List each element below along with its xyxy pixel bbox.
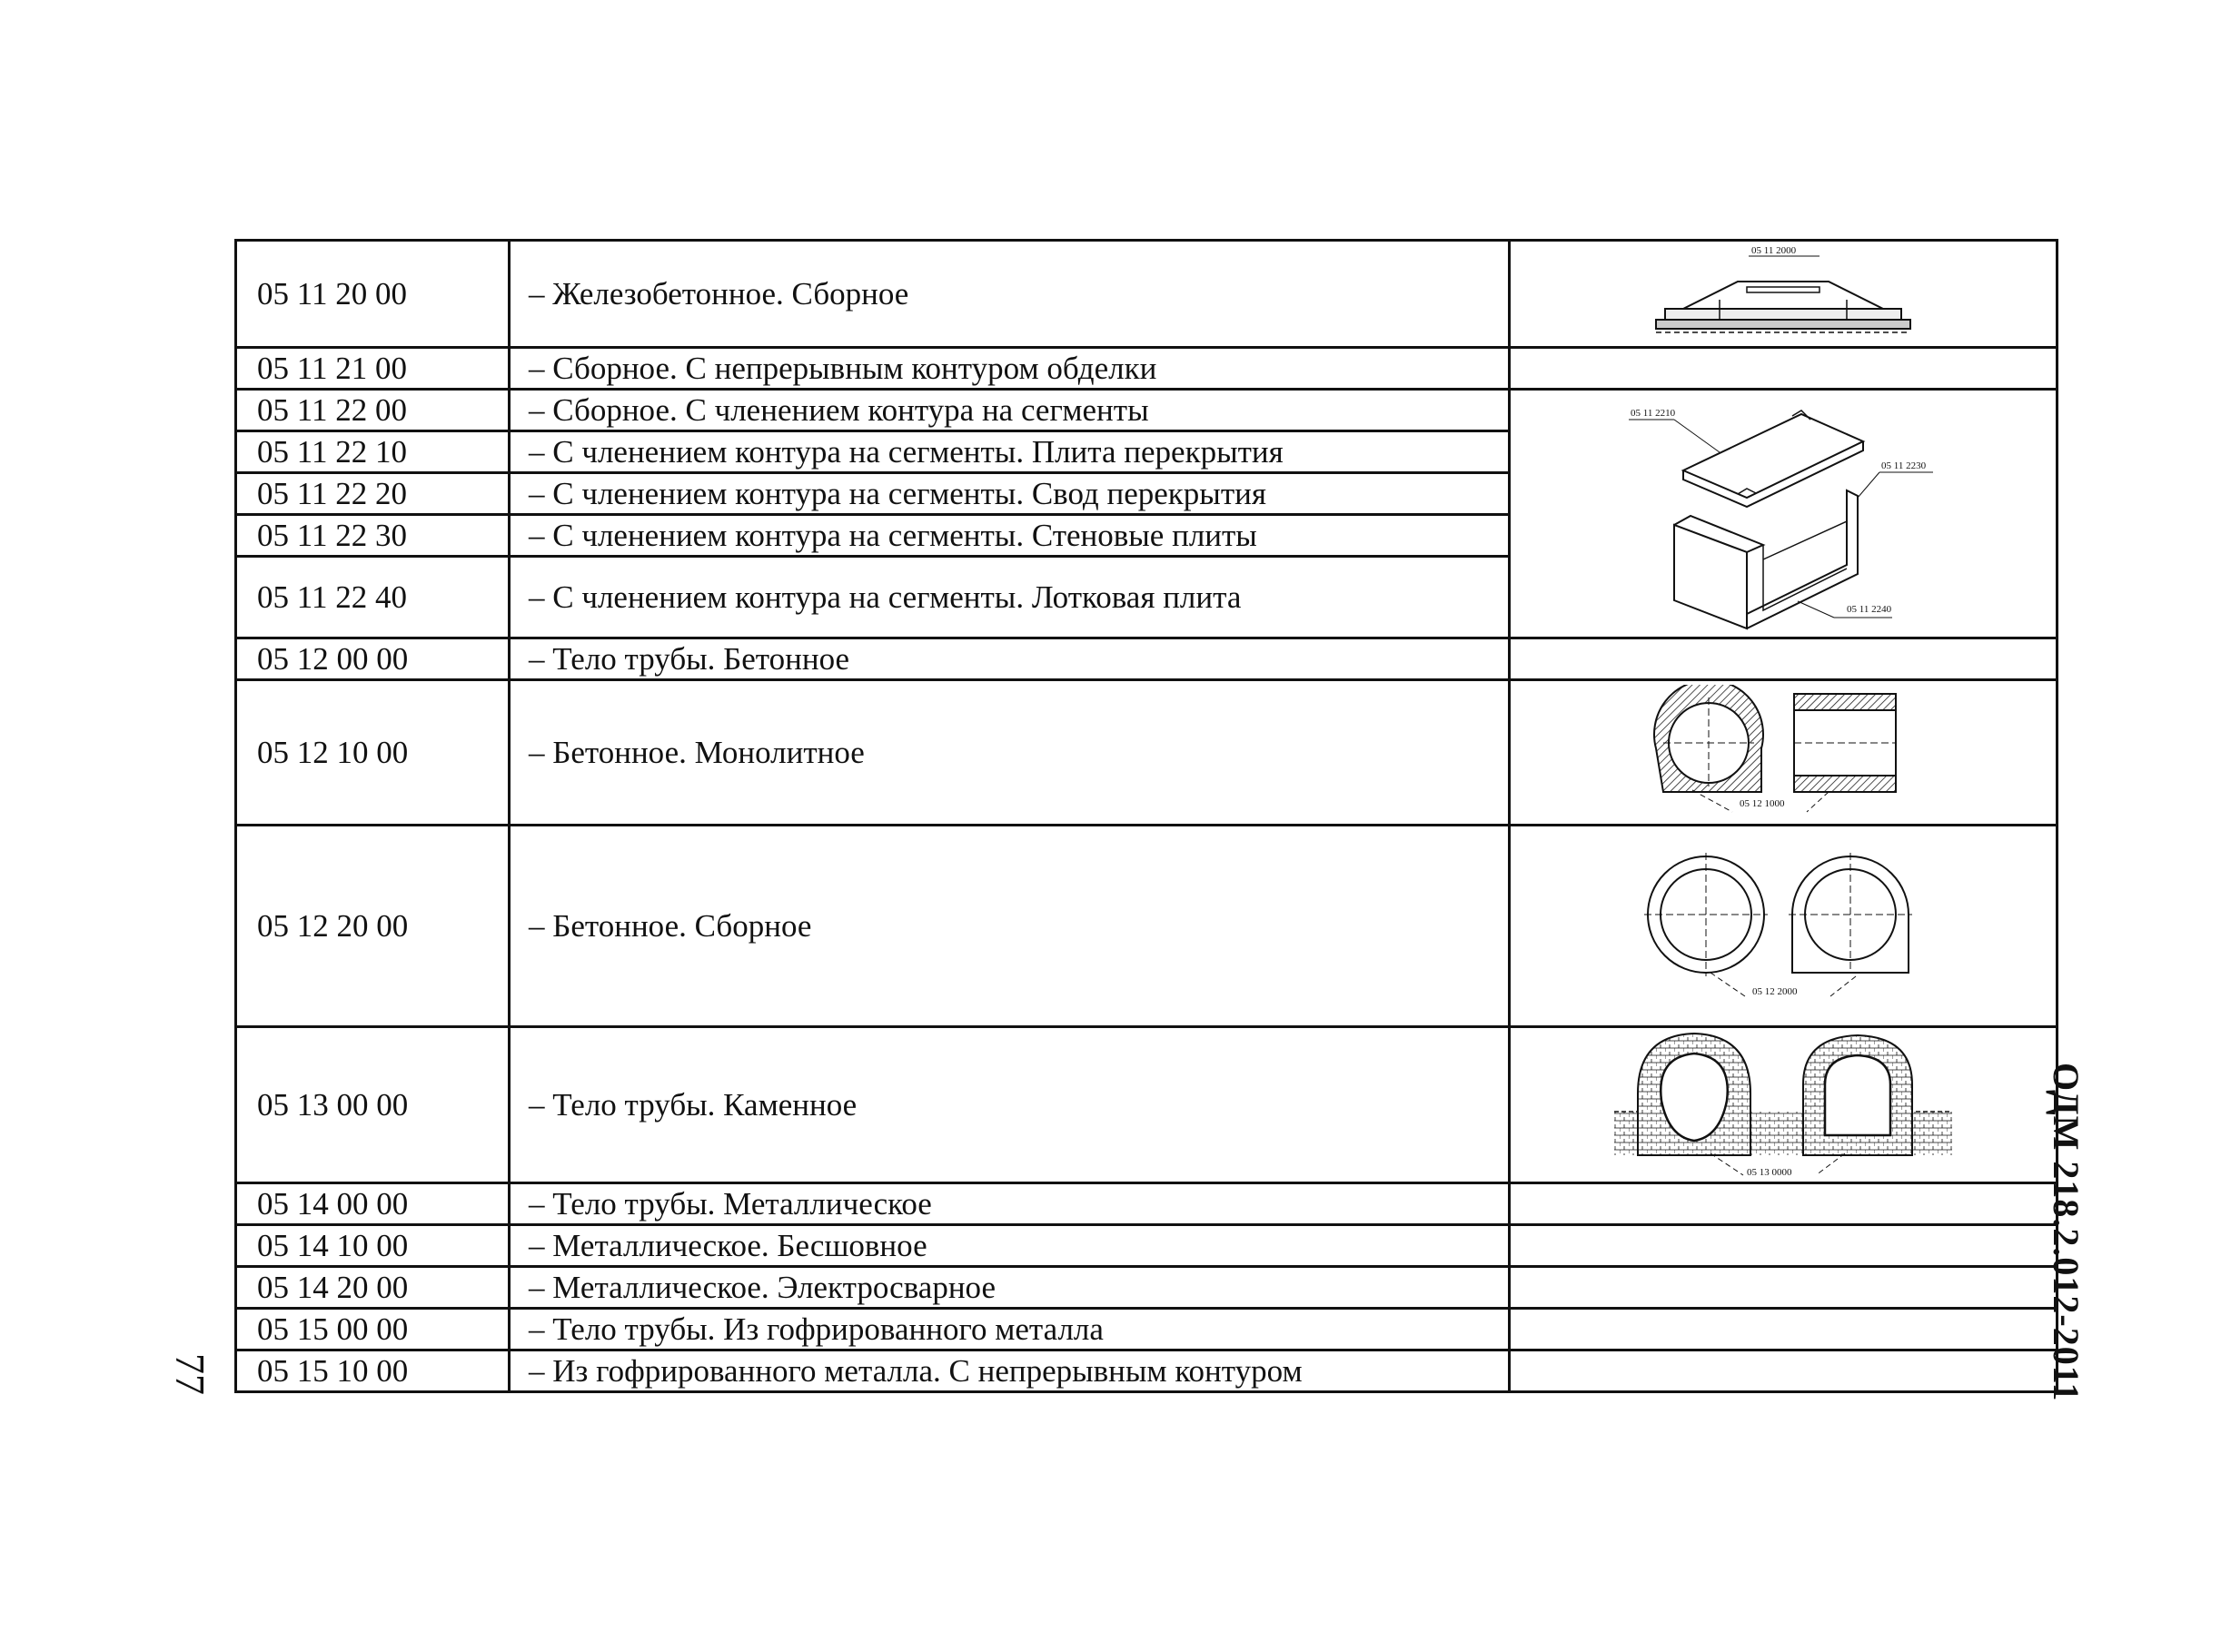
table-row — [236, 348, 2057, 390]
figure-cell — [1510, 1027, 2057, 1183]
figure-cell — [1510, 1183, 2057, 1225]
row-code: 05 11 22 30 — [236, 515, 510, 557]
table-row — [236, 1183, 2057, 1225]
table-row — [236, 1027, 2057, 1183]
figure-label: 05 13 0000 — [1747, 1166, 1792, 1178]
row-description: – Тело трубы. Бетонное — [510, 638, 1510, 680]
row-description: – С членением контура на сегменты. Плита перекрытия — [510, 431, 1510, 473]
figure-cell — [1510, 1267, 2057, 1309]
row-code: 05 14 00 00 — [236, 1183, 510, 1225]
row-code: 05 11 22 20 — [236, 473, 510, 515]
row-description: – Тело трубы. Металлическое — [510, 1183, 1510, 1225]
row-code: 05 15 10 00 — [236, 1350, 510, 1392]
table-row — [236, 390, 2057, 431]
row-code: 05 15 00 00 — [236, 1309, 510, 1350]
row-code: 05 12 20 00 — [236, 826, 510, 1027]
figure-cell — [1510, 1225, 2057, 1267]
row-description: – Металлическое. Электросварное — [510, 1267, 1510, 1309]
row-code: 05 11 22 40 — [236, 557, 510, 638]
row-description: – Железобетонное. Сборное — [510, 241, 1510, 348]
table-row — [236, 1225, 2057, 1267]
figure-label: 05 12 2000 — [1752, 985, 1798, 997]
figure-label: 05 12 1000 — [1740, 797, 1785, 809]
row-description: – Тело трубы. Каменное — [510, 1027, 1510, 1183]
row-code: 05 11 21 00 — [236, 348, 510, 390]
table-row — [236, 638, 2057, 680]
row-code: 05 14 20 00 — [236, 1267, 510, 1309]
figure-cell — [1510, 241, 2057, 348]
row-code: 05 12 00 00 — [236, 638, 510, 680]
figure-cell — [1510, 638, 2057, 680]
row-description: – Металлическое. Бесшовное — [510, 1225, 1510, 1267]
figure-label: 05 11 2240 — [1847, 603, 1892, 615]
row-code: 05 12 10 00 — [236, 680, 510, 826]
row-description: – С членением контура на сегменты. Свод перекрытия — [510, 473, 1510, 515]
classification-table — [234, 239, 2058, 1393]
precast-reinforced-concrete-pipe-figure — [1629, 243, 1938, 345]
row-description: – Сборное. С членением контура на сегменты — [510, 390, 1510, 431]
row-description: – Бетонное. Сборное — [510, 826, 1510, 1027]
figure-cell — [1510, 1309, 2057, 1350]
segmented-box-culvert-figure — [1620, 396, 1947, 632]
row-description: – Тело трубы. Из гофрированного металла — [510, 1309, 1510, 1350]
table-row — [236, 826, 2057, 1027]
figure-cell — [1510, 390, 2057, 638]
figure-label: 05 11 2000 — [1751, 244, 1797, 256]
table-row — [236, 1267, 2057, 1309]
row-description: – Бетонное. Монолитное — [510, 680, 1510, 826]
row-description: – С членением контура на сегменты. Стеновые плиты — [510, 515, 1510, 557]
row-code: 05 14 10 00 — [236, 1225, 510, 1267]
figure-cell — [1510, 348, 2057, 390]
row-code: 05 11 20 00 — [236, 241, 510, 348]
row-code: 05 13 00 00 — [236, 1027, 510, 1183]
table-row — [236, 241, 2057, 348]
figure-label: 05 11 2230 — [1881, 460, 1927, 471]
table-row — [236, 680, 2057, 826]
table-row — [236, 1350, 2057, 1392]
figure-cell — [1510, 680, 2057, 826]
table-row — [236, 1309, 2057, 1350]
figure-cell — [1510, 1350, 2057, 1392]
page-number: 77 — [167, 1353, 213, 1395]
row-description: – Из гофрированного металла. С непрерывным контуром — [510, 1350, 1510, 1392]
precast-concrete-pipe-figure — [1638, 849, 1929, 1004]
row-description: – Сборное. С непрерывным контуром обделки — [510, 348, 1510, 390]
row-description: – С членением контура на сегменты. Лотковая плита — [510, 557, 1510, 638]
document-code: ОДМ 218.2.012-2011 — [2046, 1063, 2087, 1402]
stone-masonry-pipe-figure — [1611, 1030, 1956, 1181]
monolithic-concrete-pipe-figure — [1638, 685, 1929, 821]
row-code: 05 11 22 00 — [236, 390, 510, 431]
figure-label: 05 11 2210 — [1631, 407, 1676, 419]
row-code: 05 11 22 10 — [236, 431, 510, 473]
figure-cell — [1510, 826, 2057, 1027]
